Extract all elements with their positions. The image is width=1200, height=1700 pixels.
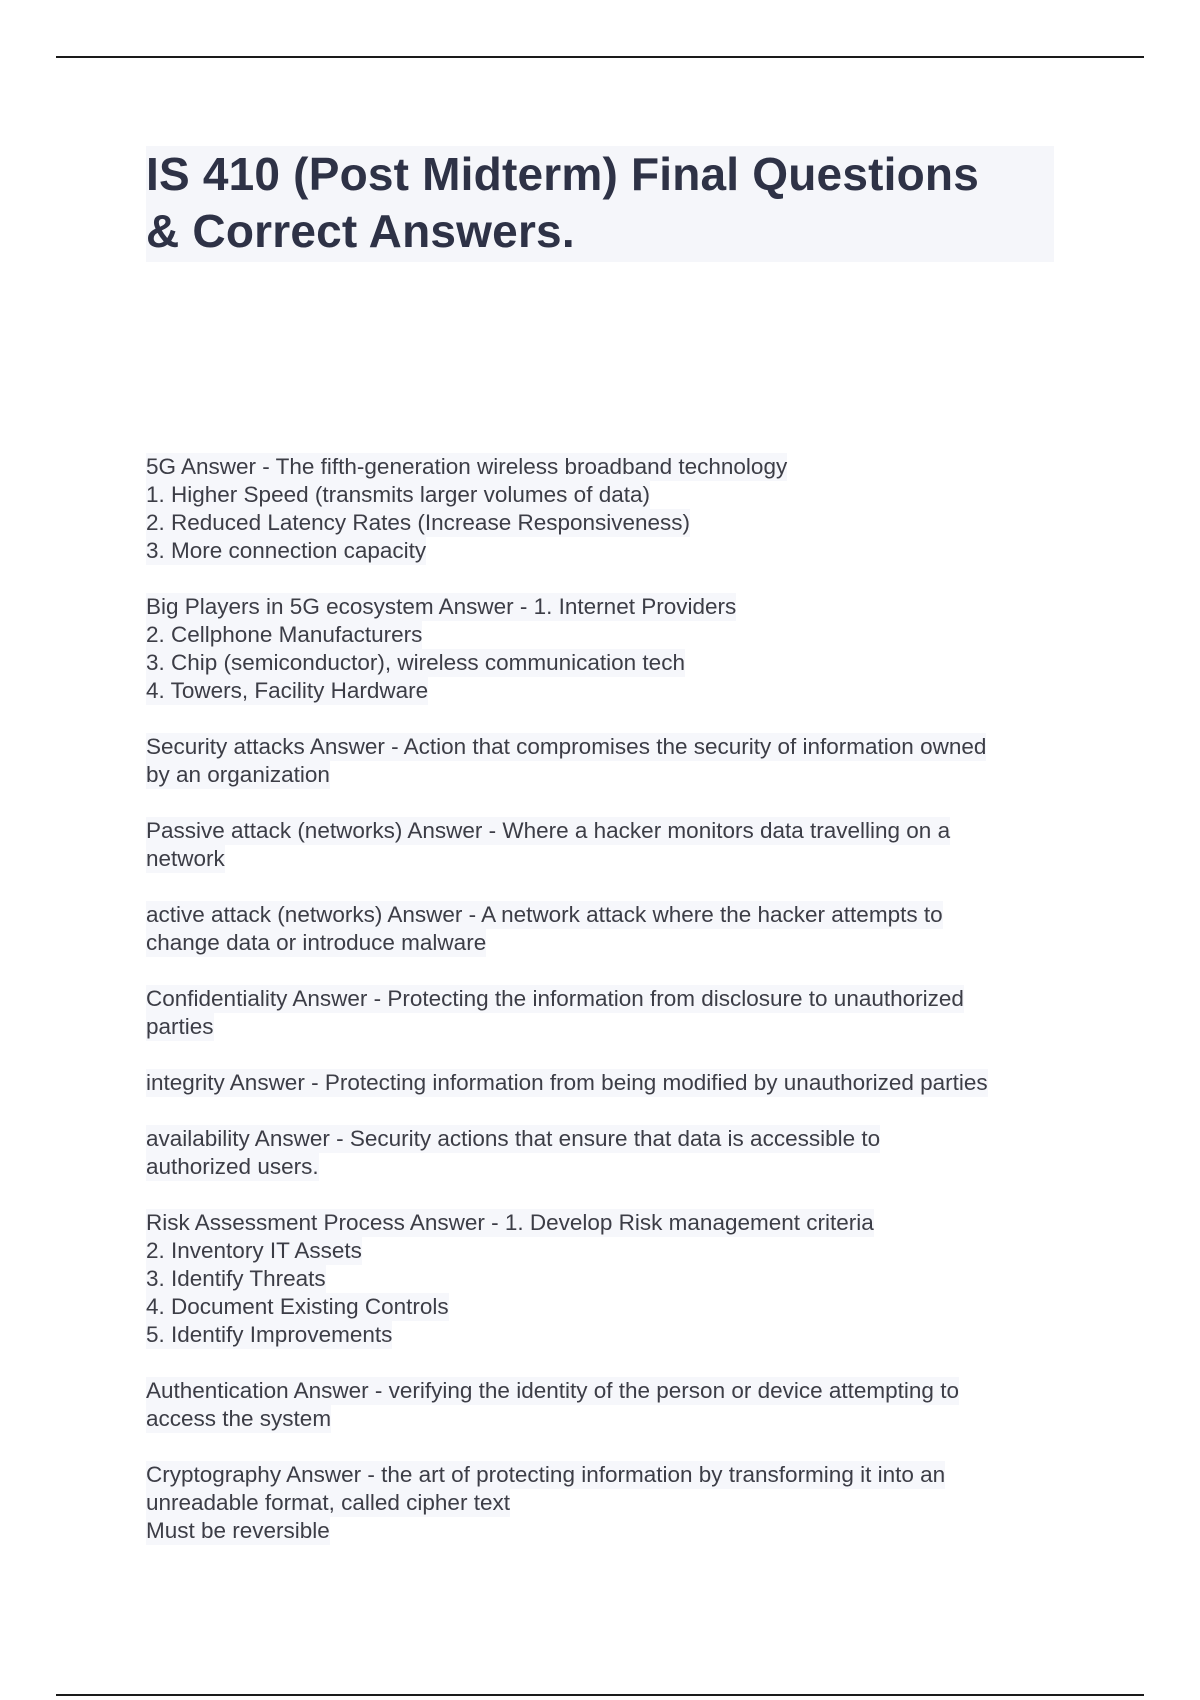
qa-continuation-line: authorized users.: [146, 1154, 319, 1179]
qa-continuation-line: parties: [146, 1014, 214, 1039]
qa-line-row: [146, 845, 1066, 873]
qa-entry: [146, 733, 1066, 789]
qa-entry: [146, 1461, 1066, 1545]
qa-line-row: [146, 1013, 1066, 1041]
qa-continuation-line: 3. Chip (semiconductor), wireless communication tech: [146, 650, 685, 675]
qa-continuation-line: 1. Higher Speed (transmits larger volumes of data): [146, 482, 650, 507]
qa-line-row: [146, 1265, 1066, 1293]
document-title: [146, 146, 1054, 260]
qa-line-row: [146, 593, 1066, 621]
qa-line-row: [146, 1293, 1066, 1321]
qa-line-row: [146, 1321, 1066, 1349]
qa-line-row: [146, 985, 1066, 1013]
qa-continuation-line: by an organization: [146, 762, 330, 787]
qa-term-line: Risk Assessment Process Answer - 1. Develop Risk management criteria: [146, 1210, 874, 1235]
qa-line-row: [146, 453, 1066, 481]
qa-continuation-line: 3. Identify Threats: [146, 1266, 326, 1291]
qa-term-line: Cryptography Answer - the art of protecting information by transforming it into an: [146, 1462, 946, 1487]
qa-continuation-line: 2. Inventory IT Assets: [146, 1238, 362, 1263]
qa-entry: [146, 1069, 1066, 1097]
bottom-rule: [56, 1694, 1144, 1696]
qa-line-row: [146, 509, 1066, 537]
qa-line-row: [146, 537, 1066, 565]
qa-entry: [146, 453, 1066, 565]
qa-continuation-line: access the system: [146, 1406, 332, 1431]
qa-continuation-line: network: [146, 846, 225, 871]
qa-line-row: [146, 1489, 1066, 1517]
qa-entry: [146, 593, 1066, 705]
qa-line-row: [146, 1153, 1066, 1181]
qa-term-line: availability Answer - Security actions that ensure that data is accessible to: [146, 1126, 881, 1151]
qa-term-line: Passive attack (networks) Answer - Where a hacker monitors data travelling on a: [146, 818, 951, 843]
qa-term-line: 5G Answer - The fifth-generation wireless broadband technology: [146, 454, 788, 479]
qa-entry: [146, 817, 1066, 873]
qa-entry: [146, 1125, 1066, 1181]
qa-line-row: [146, 1461, 1066, 1489]
qa-entry: [146, 901, 1066, 957]
qa-line-row: [146, 929, 1066, 957]
qa-line-row: [146, 649, 1066, 677]
qa-line-row: [146, 1377, 1066, 1405]
qa-term-line: active attack (networks) Answer - A network attack where the hacker attempts to: [146, 902, 943, 927]
qa-continuation-line: 4. Document Existing Controls: [146, 1294, 449, 1319]
qa-line-row: [146, 481, 1066, 509]
qa-term-line: Confidentiality Answer - Protecting the information from disclosure to unauthorized: [146, 986, 964, 1011]
qa-list: [146, 453, 1066, 1573]
qa-line-row: [146, 733, 1066, 761]
qa-continuation-line: unreadable format, called cipher text: [146, 1490, 510, 1515]
qa-line-row: [146, 761, 1066, 789]
qa-line-row: [146, 1517, 1066, 1545]
qa-line-row: [146, 1209, 1066, 1237]
qa-term-line: integrity Answer - Protecting information from being modified by unauthorized parties: [146, 1070, 988, 1095]
top-rule: [56, 56, 1144, 58]
qa-entry: [146, 985, 1066, 1041]
qa-continuation-line: change data or introduce malware: [146, 930, 487, 955]
qa-line-row: [146, 817, 1066, 845]
title-block: [146, 146, 1054, 262]
qa-term-line: Big Players in 5G ecosystem Answer - 1. Internet Providers: [146, 594, 737, 619]
title-line-1: IS 410 (Post Midterm) Final Questions: [146, 148, 979, 200]
qa-line-row: [146, 1069, 1066, 1097]
qa-line-row: [146, 621, 1066, 649]
qa-continuation-line: 3. More connection capacity: [146, 538, 427, 563]
qa-line-row: [146, 901, 1066, 929]
qa-entry: [146, 1377, 1066, 1433]
qa-term-line: Security attacks Answer - Action that compromises the security of information owned: [146, 734, 987, 759]
qa-continuation-line: 2. Cellphone Manufacturers: [146, 622, 423, 647]
qa-continuation-line: 2. Reduced Latency Rates (Increase Responsiveness): [146, 510, 691, 535]
qa-term-line: Authentication Answer - verifying the identity of the person or device attempting to: [146, 1378, 959, 1403]
qa-line-row: [146, 1125, 1066, 1153]
qa-continuation-line: Must be reversible: [146, 1518, 330, 1543]
qa-entry: [146, 1209, 1066, 1349]
qa-line-row: [146, 1237, 1066, 1265]
title-line-2: & Correct Answers.: [146, 205, 575, 257]
qa-line-row: [146, 1405, 1066, 1433]
qa-line-row: [146, 677, 1066, 705]
qa-continuation-line: 4. Towers, Facility Hardware: [146, 678, 429, 703]
qa-continuation-line: 5. Identify Improvements: [146, 1322, 393, 1347]
